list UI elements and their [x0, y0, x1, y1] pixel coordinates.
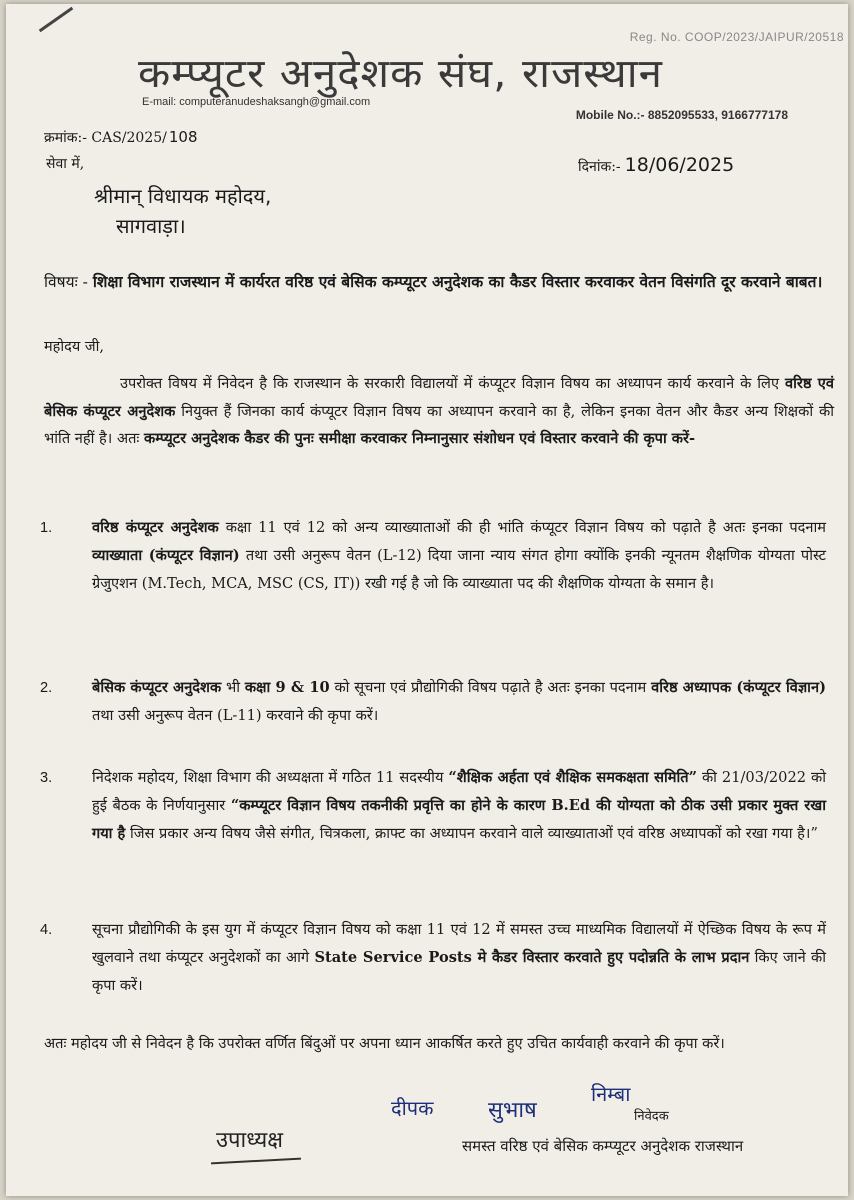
signature-left: उपाध्यक्ष	[216, 1128, 284, 1153]
salutation: महोदय जी,	[44, 339, 104, 355]
date-handwritten: 18/06/2025	[624, 154, 735, 176]
item-text: की 21/03/2022 को हुई बैठक के निर्णयानुसार	[92, 769, 826, 814]
item-text: जिस प्रकार अन्य विषय जैसे संगीत, चित्रकला, क्राफ्ट का अध्यापन करवाने वाले व्याख्याताओं एवं वरिष्ठ अध्यापकों को रखा गया है।”	[129, 825, 818, 842]
date-line	[578, 154, 734, 176]
date-label: दिनांक:-	[578, 159, 621, 175]
organization-name: कम्प्यूटर अनुदेशक संघ, राजस्थान	[138, 51, 663, 97]
intro-bold-1: वरिष्ठ एवं बेसिक कंप्यूटर अनुदेशक	[44, 375, 834, 420]
item-text: तथा उसी अनुरूप वेतन (L-12) दिया जाना न्याय संगत होगा क्योंकि इनकी न्यूनतम शैक्षणिक योग्यता पोस्ट ग्रेजुएशन (M.Tech, MCA, MSC (CS, IT)) रखी गई है जो कि व्याख्याता पद की शैक्षणिक योग्यता के समान है।	[92, 547, 827, 592]
intro-text-2: नियुक्त हैं जिनका कार्य कंप्यूटर विज्ञान विषय का अध्यापन करवाने का है, लेकिन इनका वेतन और कैडर अन्य शिक्षकों की भांति नहीं है। अतः	[44, 402, 834, 447]
intro-bold-2: कम्प्यूटर अनुदेशक कैडर की पुनः समीक्षा करवाकर निम्नानुसार संशोधन एवं विस्तार करवाने की कृपा करें-	[144, 430, 696, 447]
item-bold: व्याख्याता (कंप्यूटर विज्ञान)	[92, 547, 240, 564]
recipient-line-1: श्रीमान् विधायक महोदय,	[94, 184, 272, 208]
subject	[44, 266, 834, 298]
item-bold: बेसिक कंप्यूटर अनुदेशक	[92, 679, 222, 696]
item-text: निदेशक महोदय, शिक्षा विभाग की अध्यक्षता में गठित 11 सदस्यीय	[92, 769, 444, 786]
intro-paragraph	[44, 370, 834, 453]
list-item	[40, 916, 826, 1000]
organization-email: E-mail: computeranudeshaksangh@gmail.com	[142, 96, 371, 108]
paper-fold-mark	[39, 7, 73, 32]
item-number: 2.	[40, 680, 53, 696]
signature-deepak: दीपक	[391, 1096, 434, 1120]
item-text: सूचना प्रौद्योगिकी के इस युग में कंप्यूटर विज्ञान विषय को कक्षा 11 एवं 12 में समस्त उच्च माध्यमिक विद्यालयों में ऐच्छिक विषय के रूप में खुलवाने तथा कंप्यूटर अनुदेशकों का आगे	[92, 921, 826, 966]
samast-label: समस्त वरिष्ठ एवं बेसिक कम्प्यूटर अनुदेशक राजस्थान	[462, 1137, 744, 1155]
nivedak-label: निवेदक	[634, 1109, 669, 1124]
item-text: कक्षा 11 एवं 12 को अन्य व्याख्याताओं की ही भांति कंप्यूटर विज्ञान विषय को पढ़ाते है अतः इनका पदनाम	[225, 519, 827, 536]
list-item	[40, 514, 826, 598]
registration-number: Reg. No. COOP/2023/JAIPUR/20518	[629, 30, 844, 44]
recipient-line-2: सागवाड़ा।	[116, 214, 186, 238]
item-text: किए जाने की कृपा करें।	[92, 949, 826, 994]
reference-handwritten: 108	[168, 128, 198, 146]
list-item	[40, 674, 826, 730]
item-text: तथा उसी अनुरूप वेतन (L-11) करवाने की कृपा करें।	[92, 707, 379, 724]
seva-mein: सेवा में,	[46, 156, 85, 172]
reference-number	[44, 128, 198, 147]
item-bold: कक्षा 9 & 10	[244, 679, 330, 696]
item-bold: वरिष्ठ अध्यापक (कंप्यूटर विज्ञान)	[651, 679, 826, 696]
intro-text-1: उपरोक्त विषय में निवेदन है कि राजस्थान के सरकारी विद्यालयों में कंप्यूटर विज्ञान विषय का अध्यापन कार्य करवाने के लिए	[120, 375, 780, 392]
item-number: 4.	[40, 922, 53, 938]
reference-label: क्रमांक:- CAS/2025/	[44, 130, 167, 146]
signature-third: निम्बा	[591, 1082, 631, 1106]
item-bold: “शैक्षिक अर्हता एवं शैक्षिक समकक्षता समिति”	[448, 769, 697, 786]
organization-mobile: Mobile No.:- 8852095533, 9166777178	[575, 108, 788, 122]
signature-underline	[211, 1158, 301, 1165]
item-bold: State Service Posts मे कैडर विस्तार करवाते हुए पदोन्नति के लाभ प्रदान	[314, 949, 750, 966]
subject-text: शिक्षा विभाग राजस्थान में कार्यरत वरिष्ठ एवं बेसिक कम्प्यूटर अनुदेशक का कैडर विस्तार करवाकर वेतन विसंगति दूर करवाने बाबत।	[92, 272, 823, 291]
item-number: 3.	[40, 770, 53, 786]
item-bold: वरिष्ठ कंप्यूटर अनुदेशक	[92, 519, 219, 536]
item-text: को सूचना एवं प्रौद्योगिकी विषय पढ़ाते है अतः इनका पदनाम	[334, 679, 647, 696]
item-bold: “कम्प्यूटर विज्ञान विषय तकनीकी प्रवृत्ति का होने के कारण B.Ed की योग्यता को ठीक उसी प्रकार मुक्त रखा गया है	[92, 797, 826, 842]
subject-label: विषयः -	[44, 273, 88, 291]
signature-subhash: सुभाष	[488, 1098, 537, 1123]
letter-page	[6, 4, 848, 1196]
closing-paragraph: अतः महोदय जी से निवेदन है कि उपरोक्त वर्णित बिंदुओं पर अपना ध्यान आकर्षित करते हुए उचित कार्यवाही करवाने की कृपा करें।	[44, 1035, 725, 1052]
list-item	[40, 764, 826, 848]
item-number: 1.	[40, 520, 53, 536]
item-text: भी	[225, 679, 241, 696]
